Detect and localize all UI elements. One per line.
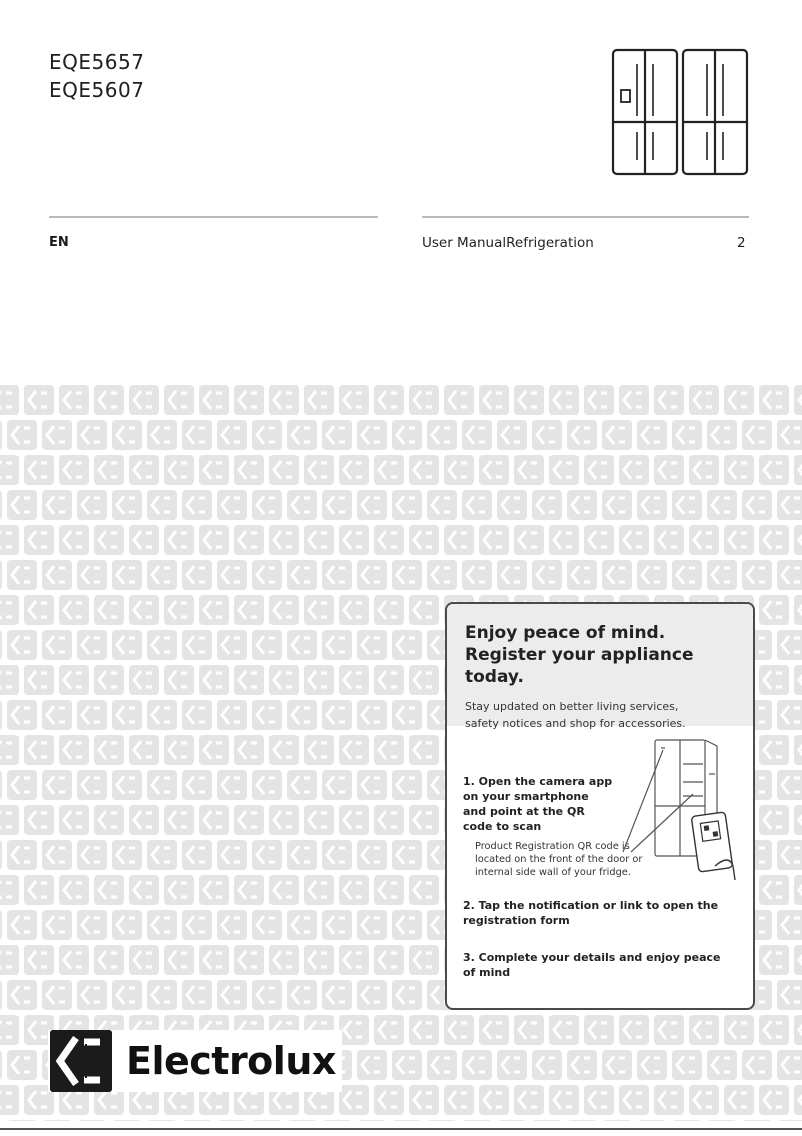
card-subtext: Stay updated on better living services, safety notices and shop for accessories.	[465, 700, 686, 730]
registration-card	[445, 602, 755, 1010]
model-numbers	[49, 48, 144, 104]
document-title: User ManualRefrigeration	[422, 235, 594, 251]
fridge-qr-scan-illustration	[617, 734, 747, 884]
registration-card-header	[447, 604, 753, 730]
model-number: EQE5657	[49, 50, 145, 74]
registration-step-3: 3. Complete your details and enjoy peace of mind	[463, 951, 721, 979]
registration-step-1: 1. Open the camera app on your smartphone and point at the QR code to scan	[463, 775, 613, 833]
card-heading-1: Enjoy peace of mind.	[465, 623, 666, 643]
card-heading-2: Register your appliance today.	[465, 645, 694, 687]
language-code: EN	[49, 235, 69, 250]
model-number: EQE5607	[49, 78, 145, 102]
brand-name: Electrolux	[126, 1039, 336, 1083]
brand-logo-block	[48, 1030, 342, 1092]
registration-step-2: 2. Tap the notification or link to open the registration form	[463, 899, 719, 927]
header-rule-left	[49, 216, 378, 218]
bottom-rule	[0, 1128, 802, 1130]
electrolux-logo-icon	[50, 1030, 112, 1092]
page-number: 2	[737, 235, 746, 251]
fridge-icon	[611, 48, 751, 176]
smartphone-icon	[691, 812, 735, 880]
header-rule-right	[422, 216, 749, 218]
qr-location-note: Product Registration QR code is located on the front of the door or internal side wall of your fridge.	[475, 841, 643, 878]
